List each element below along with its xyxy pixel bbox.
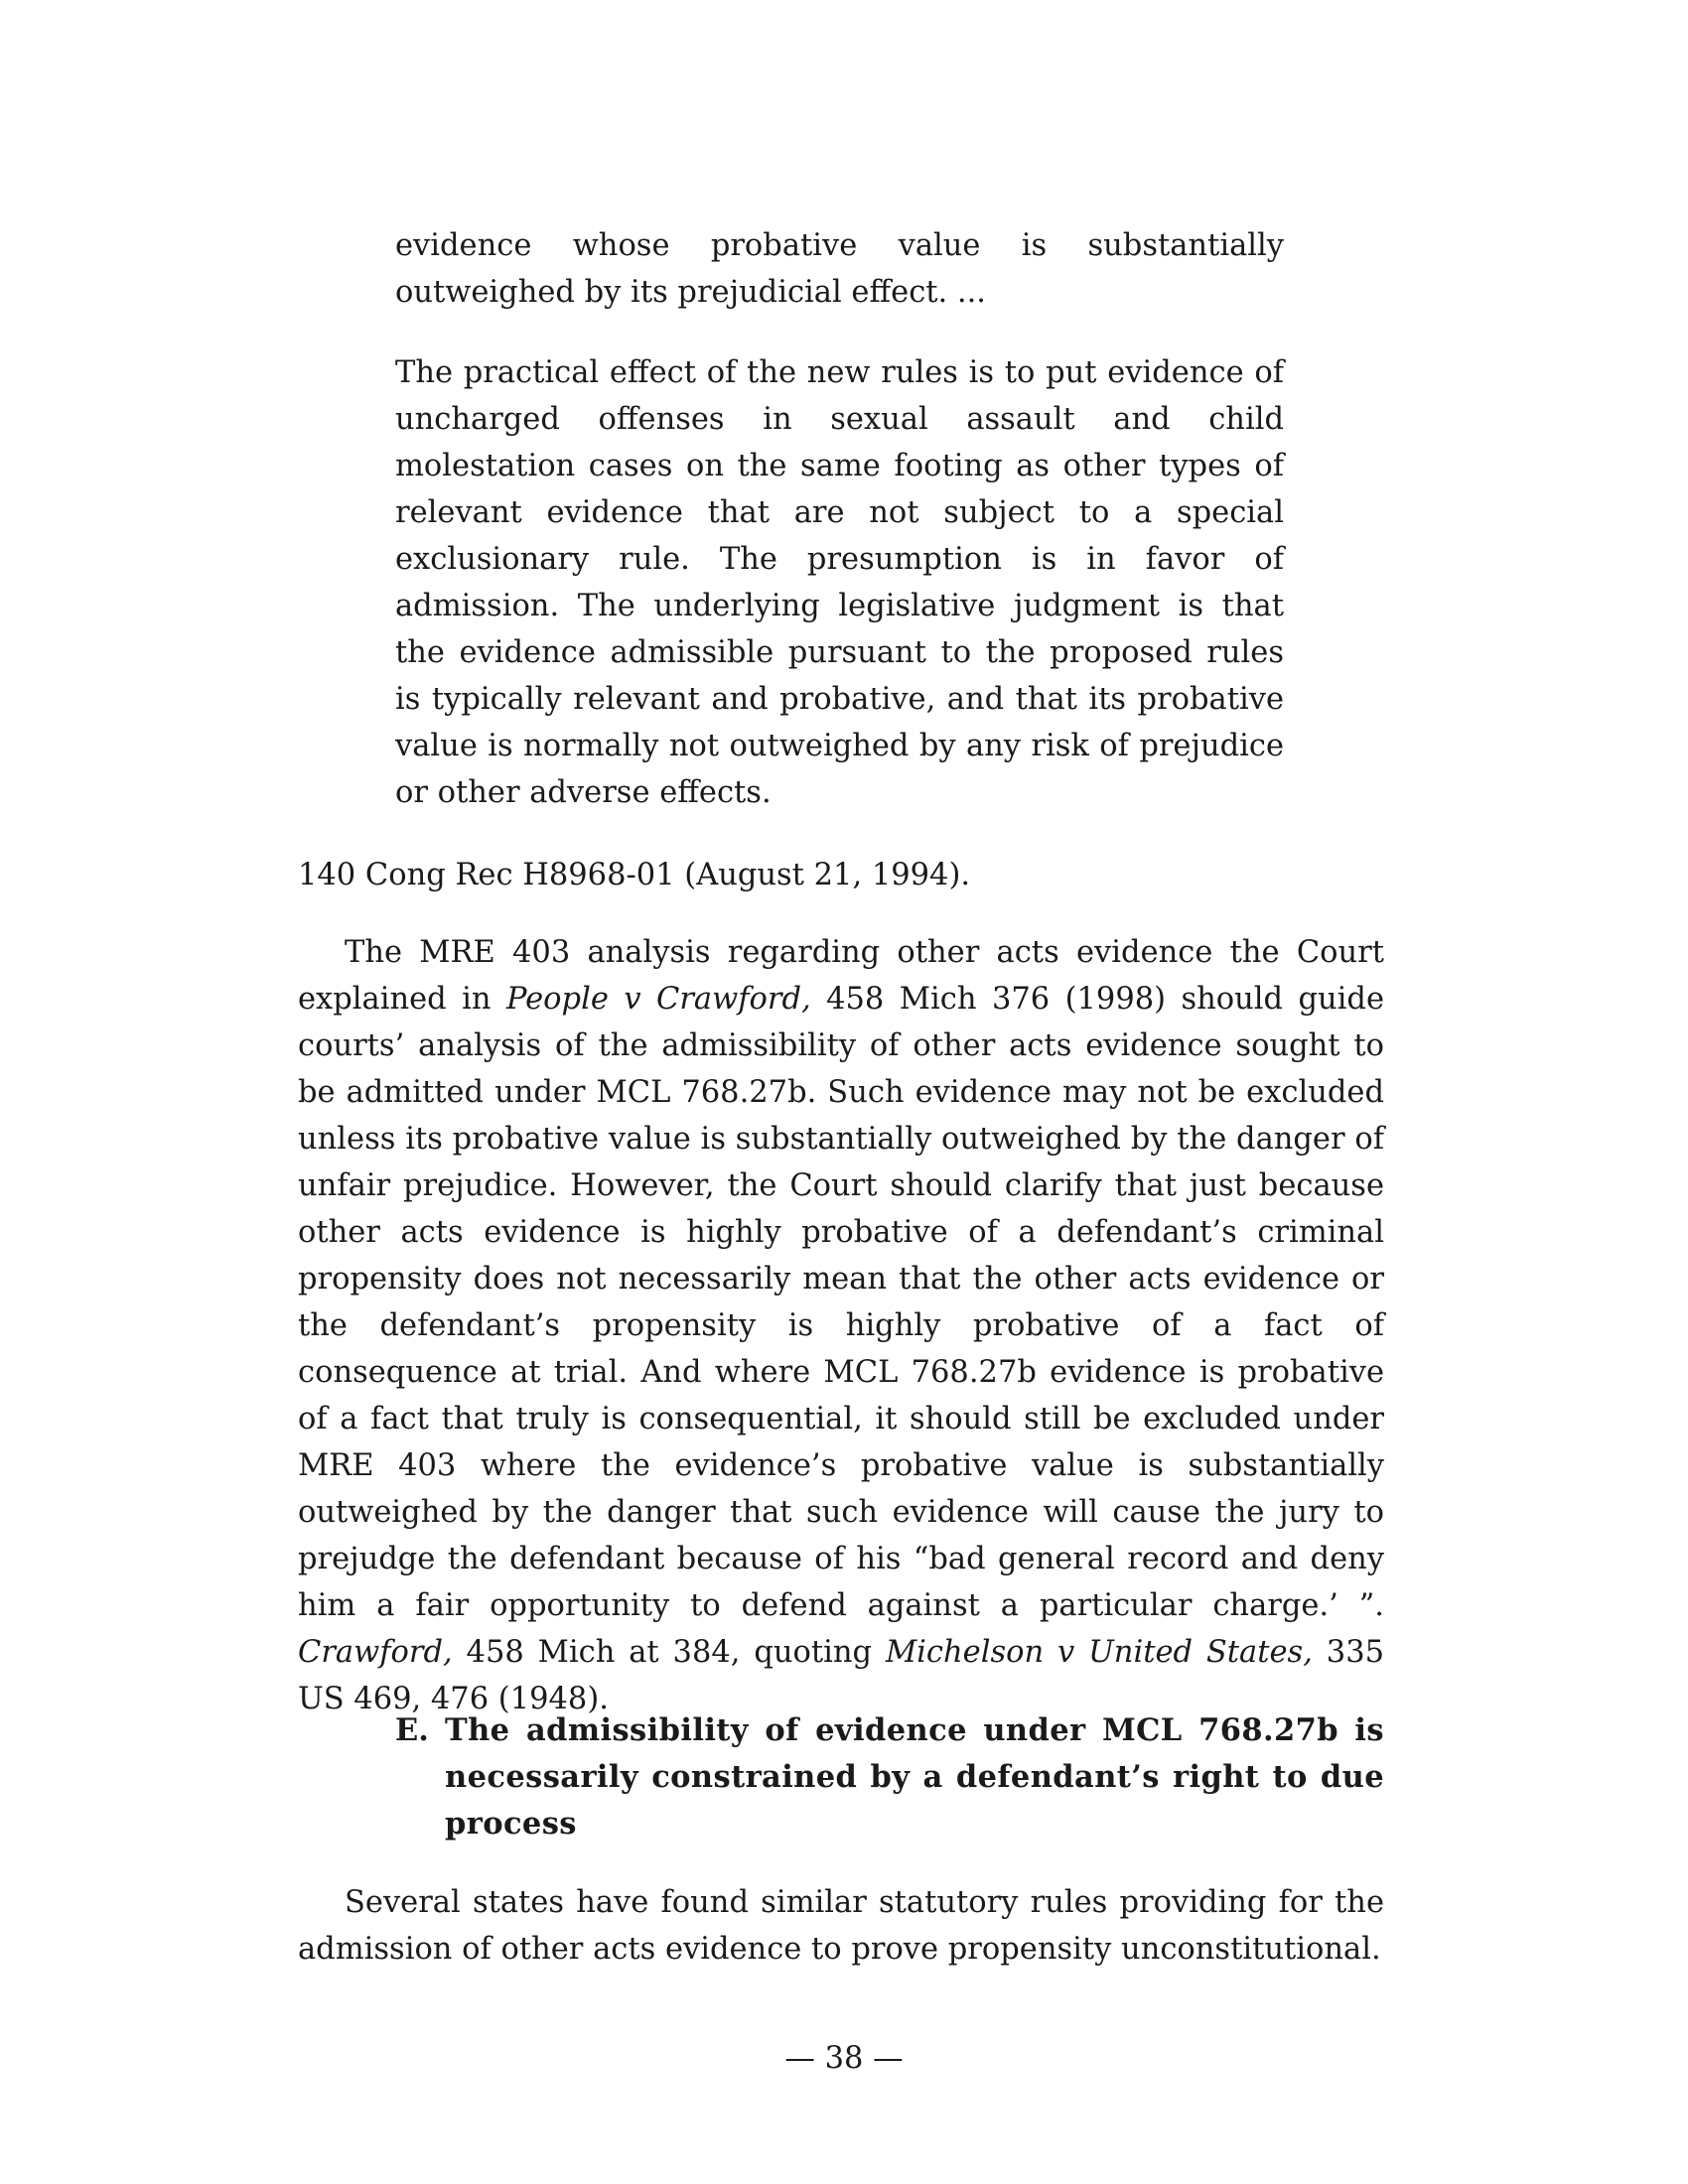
block-quote-paragraph: The practical effect of the new rules is to put evidence of uncharged offenses in sexual assault and child molestation cases on the same footing as other types of relevant evidence that are not subject to a special exclusionary rule. The presumption is in favor of admission. The underlying legislative judgment is that the evidence admissible pursuant to the proposed rules is typically relevant and probative, and that its probative value is normally not outweighed by any risk of prejudice or other adverse effects. [395,355,1284,810]
para1-text-1: The MRE 403 analysis regarding other acts evidence the Court explained in [298,935,1384,1017]
case-name-michelson: Michelson v United States, [885,1635,1313,1670]
quote-citation: 140 Cong Rec H8968-01 (August 21, 1994). [298,858,971,892]
para1-text-2: 458 Mich 376 (1998) should guide courts’ analysis of the admissibility of other acts evidence sought to be admitted under MCL 768.27b. Such evidence may not be excluded unless its probative value is substantially outweighed by the danger of unfair prejudice. However, the Court should clarify that just because other acts evidence is highly probative of a defendant’s criminal propensity does not necessarily mean that the other acts evidence or the defendant’s propensity is highly probative of a fact of consequence at trial. And where MCL 768.27b evidence is probative of a fact that truly is consequential, it should still be excluded under MRE 403 where the evidence’s probative value is substantially outweighed by the danger that such evidence will cause the jury to prejudge the defendant because of his “bad general record and deny him a fair opportunity to defend against a particular charge.’ ”. [298,982,1384,1623]
page-number: — 38 — [784,2041,904,2076]
section-heading-text: The admissibility of evidence under MCL 768.27b is necessarily constrained by a defendant’s right to due process [445,1712,1384,1842]
section-heading-letter: E. [395,1712,429,1748]
body-paragraph-states: Several states have found similar statutory rules providing for the admission of other acts evidence to prove propensity unconstitutional. [298,1885,1384,1967]
para1-text-3: 458 Mich at 384, quoting [452,1635,886,1670]
block-quote-continuation: evidence whose probative value is substantially outweighed by its prejudicial effect. ... [395,228,1284,310]
case-name-crawford: Crawford, [298,1635,453,1670]
section-heading-e [395,1707,1384,1847]
case-name-people-v-crawford: People v Crawford, [505,982,811,1017]
para1-text-4: 335 US 469, 476 (1948). [298,1635,1384,1716]
body-paragraph-mre403 [298,929,1384,1722]
